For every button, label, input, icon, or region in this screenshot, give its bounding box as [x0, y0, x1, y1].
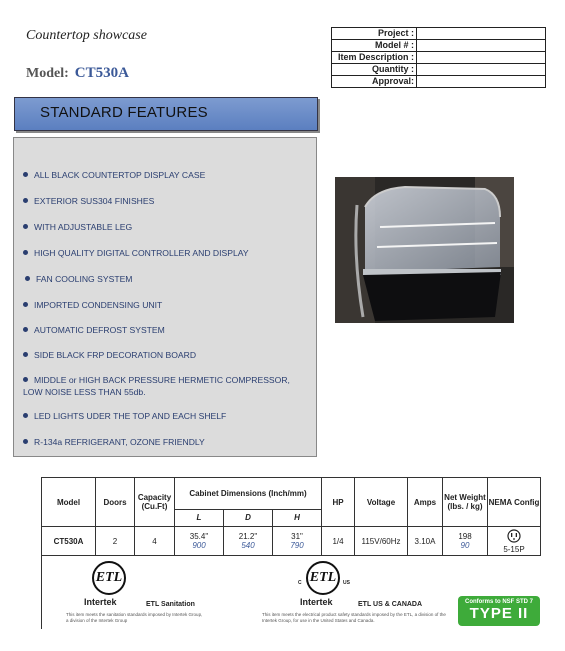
feature-item — [23, 195, 313, 207]
header-capacity: Capacity (Cu.Ft) — [135, 478, 175, 527]
spec-table — [41, 477, 541, 556]
feature-text: R-134a REFRIGERANT, OZONE FRIENDLY — [34, 437, 205, 447]
height-inch: 31" — [291, 532, 303, 541]
bullet-icon — [23, 327, 28, 332]
model-number-row — [332, 40, 546, 52]
model-number-value[interactable] — [417, 40, 546, 52]
intertek-brand: Intertek — [300, 597, 333, 607]
length-inch: 35.4" — [189, 532, 209, 541]
header-model: Model — [42, 478, 96, 527]
bullet-icon — [23, 352, 28, 357]
weight-kg: 90 — [460, 541, 470, 550]
quantity-value[interactable] — [417, 64, 546, 76]
header-h: H — [273, 509, 322, 526]
quantity-label: Quantity : — [332, 64, 417, 76]
header-net-weight: Net Weight (lbs. / kg) — [443, 478, 488, 527]
feature-item — [23, 247, 313, 259]
approval-value[interactable] — [417, 76, 546, 88]
nsf-line1: Conforms to NSF STD 7 — [464, 599, 533, 605]
feature-item — [23, 349, 313, 361]
bullet-icon — [23, 439, 28, 444]
etl-us-canada-note: This item meets the electrical product safety standards imposed by the ETL, a division of the Intertek Group, for use in the United States and Canada. — [262, 612, 446, 623]
cell-voltage: 115V/60Hz — [355, 527, 408, 556]
cell-weight — [443, 527, 488, 556]
bullet-icon — [23, 198, 28, 203]
depth-inch: 21.2" — [238, 532, 258, 541]
feature-item — [23, 436, 313, 448]
page-title: Countertop showcase — [26, 28, 147, 43]
feature-item — [23, 169, 313, 181]
header-hp: HP — [322, 478, 355, 527]
header-nema: NEMA Config — [488, 478, 541, 527]
etl-us-mark: US — [343, 580, 350, 586]
nema-config: 5-15P — [503, 544, 525, 554]
features-heading: STANDARD FEATURES — [40, 104, 208, 121]
bullet-icon — [23, 172, 28, 177]
approval-label: Approval: — [332, 76, 417, 88]
model-label: Model: — [26, 66, 69, 81]
spec-data-row — [42, 527, 541, 556]
model-number-label: Model # : — [332, 40, 417, 52]
bullet-icon — [23, 377, 28, 382]
bullet-icon — [23, 413, 28, 418]
feature-text: WITH ADJUSTABLE LEG — [34, 222, 133, 232]
item-description-value[interactable] — [417, 52, 546, 64]
cell-length — [175, 527, 224, 556]
length-mm: 900 — [192, 541, 206, 550]
bullet-icon — [23, 302, 28, 307]
features-list — [13, 137, 317, 457]
nsf-badge — [458, 596, 540, 626]
cell-amps: 3.10A — [408, 527, 443, 556]
header-d: D — [224, 509, 273, 526]
bullet-icon — [23, 224, 28, 229]
etl-us-canada-logo: ETL — [306, 561, 340, 595]
etl-c-mark: C — [298, 580, 302, 586]
cell-doors: 2 — [96, 527, 135, 556]
header-voltage: Voltage — [355, 478, 408, 527]
nsf-line2: TYPE II — [469, 605, 529, 622]
quantity-row — [332, 64, 546, 76]
cell-depth — [224, 527, 273, 556]
item-description-label: Item Description : — [332, 52, 417, 64]
model-line — [26, 65, 129, 82]
feature-item — [23, 221, 313, 233]
model-value: CT530A — [74, 65, 129, 81]
features-banner — [14, 97, 318, 131]
cell-height — [273, 527, 322, 556]
header-amps: Amps — [408, 478, 443, 527]
etl-sanitation-note: This item meets the sanitation standards imposed by Intertek Group, a division of the Intertek Group — [66, 612, 203, 623]
weight-lbs: 198 — [458, 532, 472, 541]
etl-sanitation-logo: ETL — [92, 561, 126, 595]
feature-item — [23, 324, 313, 336]
feature-item — [23, 299, 313, 311]
plug-icon — [505, 529, 523, 543]
spec-header-row — [42, 478, 541, 510]
feature-text: SIDE BLACK FRP DECORATION BOARD — [34, 350, 197, 360]
project-row — [332, 28, 546, 40]
feature-item — [25, 273, 315, 285]
feature-item — [23, 410, 313, 422]
feature-text: AUTOMATIC DEFROST SYSTEM — [34, 325, 165, 335]
display-case-illustration — [335, 177, 514, 323]
intertek-brand: Intertek — [84, 597, 117, 607]
cell-hp: 1/4 — [322, 527, 355, 556]
feature-text: HIGH QUALITY DIGITAL CONTROLLER AND DISPLAY — [34, 248, 249, 258]
cell-capacity: 4 — [135, 527, 175, 556]
feature-text: MIDDLE or HIGH BACK PRESSURE HERMETIC COMPRESSOR, LOW NOISE LESS THAN 55db. — [23, 375, 290, 397]
depth-mm: 540 — [241, 541, 255, 550]
cell-model: CT530A — [42, 527, 96, 556]
feature-text: ALL BLACK COUNTERTOP DISPLAY CASE — [34, 170, 206, 180]
etl-us-canada-name: ETL US & CANADA — [358, 601, 423, 608]
cell-nema — [488, 527, 541, 556]
product-photo — [335, 177, 514, 323]
header-doors: Doors — [96, 478, 135, 527]
project-table — [331, 27, 546, 88]
bullet-icon — [25, 276, 30, 281]
bullet-icon — [23, 250, 28, 255]
header-dimensions: Cabinet Dimensions (Inch/mm) — [175, 478, 322, 510]
feature-text: LED LIGHTS UDER THE TOP AND EACH SHELF — [34, 411, 227, 421]
feature-text: IMPORTED CONDENSING UNIT — [34, 300, 163, 310]
header-l: L — [175, 509, 224, 526]
approval-row — [332, 76, 546, 88]
height-mm: 790 — [290, 541, 304, 550]
etl-sanitation-name: ETL Sanitation — [146, 601, 195, 608]
project-label: Project : — [332, 28, 417, 40]
item-description-row — [332, 52, 546, 64]
feature-item — [23, 374, 307, 398]
feature-text: EXTERIOR SUS304 FINISHES — [34, 196, 155, 206]
project-value[interactable] — [417, 28, 546, 40]
feature-text: FAN COOLING SYSTEM — [36, 274, 133, 284]
